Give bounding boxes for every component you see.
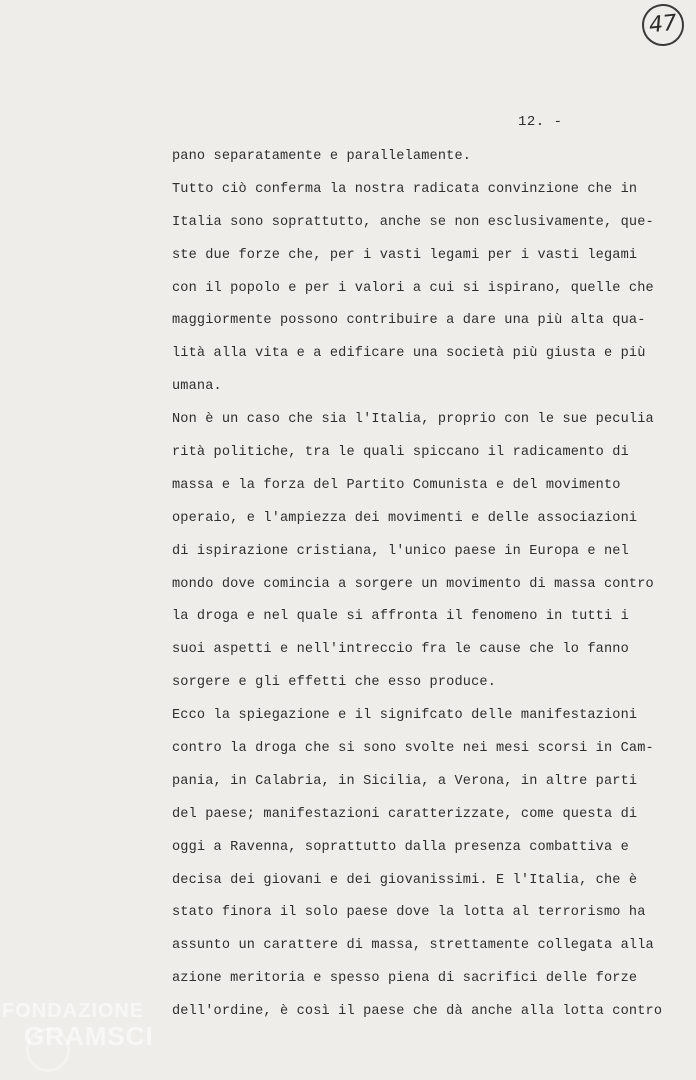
watermark-line-1: FONDAZIONE <box>2 1000 145 1022</box>
text-line: Ecco la spiegazione e il signifcato delle manifestazioni <box>172 708 638 724</box>
text-line: dell'ordine, è così il paese che dà anche alla lotta contro <box>172 1004 663 1020</box>
text-line: maggiormente possono contribuire a dare una più alta qua- <box>172 313 646 329</box>
text-line: con il popolo e per i valori a cui si ispirano, quelle che <box>172 280 654 296</box>
watermark-logo-icon <box>26 1028 70 1072</box>
text-line: del paese; manifestazioni caratterizzate, come questa di <box>172 806 638 822</box>
text-line: assunto un carattere di massa, strettamente collegata alla <box>172 938 654 954</box>
text-line: oggi a Ravenna, soprattutto dalla presenza combattiva e <box>172 839 629 855</box>
text-line: decisa dei giovani e dei giovanissimi. E l'Italia, che è <box>172 872 638 888</box>
text-line: pania, in Calabria, in Sicilia, a Verona, in altre parti <box>172 773 638 789</box>
text-line: ste due forze che, per i vasti legami per i vasti legami <box>172 247 638 263</box>
text-line: Tutto ciò conferma la nostra radicata convinzione che in <box>172 181 638 197</box>
text-line: operaio, e l'ampiezza dei movimenti e delle associazioni <box>172 510 638 526</box>
body-text <box>172 146 672 1034</box>
text-line: rità politiche, tra le quali spiccano il radicamento di <box>172 445 629 461</box>
text-line: massa e la forza del Partito Comunista e del movimento <box>172 477 621 493</box>
text-line: lità alla vita e a edificare una società più giusta e più <box>172 346 646 362</box>
page-number: 12. - <box>518 114 563 130</box>
text-line: azione meritoria e spesso piena di sacrifici delle forze <box>172 971 638 987</box>
text-line: pano separatamente e parallelamente. <box>172 149 472 164</box>
text-line: di ispirazione cristiana, l'unico paese in Europa e nel <box>172 543 629 559</box>
text-line: Non è un caso che sia l'Italia, proprio con le sue peculia <box>172 412 654 428</box>
text-line: la droga e nel quale si affronta il fenomeno in tutti i <box>172 609 629 625</box>
text-line: sorgere e gli effetti che esso produce. <box>172 675 496 691</box>
folio-number-stamp: 47 <box>640 2 686 48</box>
watermark-line-2: GRAMSCI <box>24 1021 154 1051</box>
text-line: stato finora il solo paese dove la lotta al terrorismo ha <box>172 905 646 921</box>
text-line: suoi aspetti e nell'intreccio fra le cause che lo fanno <box>172 642 629 658</box>
text-line: mondo dove comincia a sorgere un movimento di massa contro <box>172 576 654 592</box>
text-line: contro la droga che si sono svolte nei mesi scorsi in Cam- <box>172 741 654 757</box>
text-line: Italia sono soprattutto, anche se non esclusivamente, que- <box>172 214 654 230</box>
text-line: umana. <box>172 379 222 395</box>
